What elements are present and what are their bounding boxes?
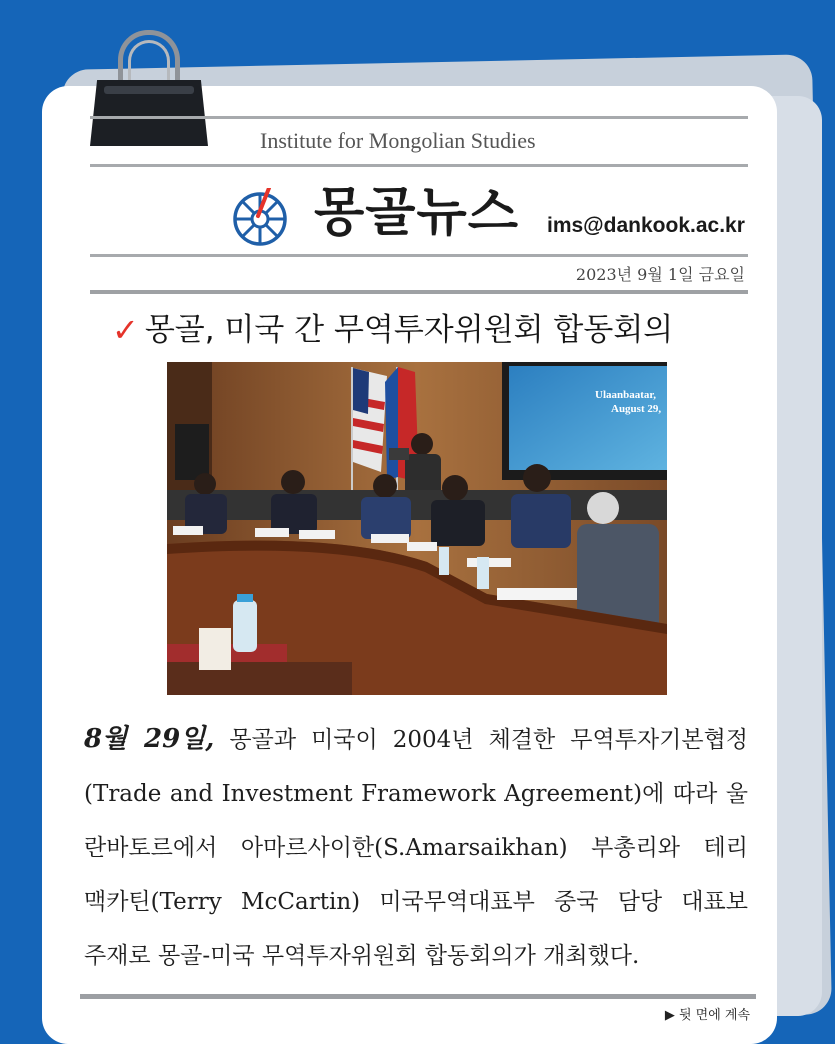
header-rule-4 (90, 290, 748, 294)
article-headline (112, 308, 752, 352)
header-rule-2 (90, 164, 748, 167)
article-line-3: 란바토르에서 아마르사이한(S.Amarsaikhan) 부총리와 테리 (84, 835, 748, 861)
continue-overleaf-note: ▶ 뒷 면에 계속 (664, 1008, 750, 1023)
article-line-1-text: 몽골과 미국이 2004년 체결한 무역투자기본협정 (214, 727, 749, 753)
contact-email: ims@dankook.ac.kr (547, 214, 745, 237)
issue-date: 2023년 9월 1일 금요일 (575, 265, 745, 284)
headline-text: 몽골, 미국 간 무역투자위원회 합동회의 (144, 312, 674, 348)
article-lead-date: 8월 29일, (84, 724, 215, 754)
article-line-4: 맥카틴(Terry McCartin) 미국무역대표부 중국 담당 대표보 (84, 889, 748, 915)
article-line-2: (Trade and Investment Framework Agreement)에 따라 울 (84, 781, 748, 807)
meeting-photo-illustration (167, 362, 667, 695)
header-rule-3 (90, 254, 748, 257)
article-body (84, 712, 748, 983)
screen-text-city: Ulaanbaatar, (595, 389, 657, 401)
article-line-5: 주재로 몽골-미국 무역투자위원회 합동회의가 개최했다. (84, 943, 640, 969)
masthead-title: 몽골뉴스 (314, 183, 519, 243)
institute-logo-icon (231, 188, 289, 246)
article-line-1 (84, 712, 748, 767)
footer-rule (80, 994, 756, 999)
institute-name: Institute for Mongolian Studies (260, 128, 536, 153)
article-photo (167, 362, 667, 695)
checkmark-icon: ✓ (112, 311, 139, 349)
binder-clip-highlight (104, 86, 194, 94)
screen-text-date: August 29, (611, 403, 662, 415)
header-rule-top (90, 116, 748, 119)
